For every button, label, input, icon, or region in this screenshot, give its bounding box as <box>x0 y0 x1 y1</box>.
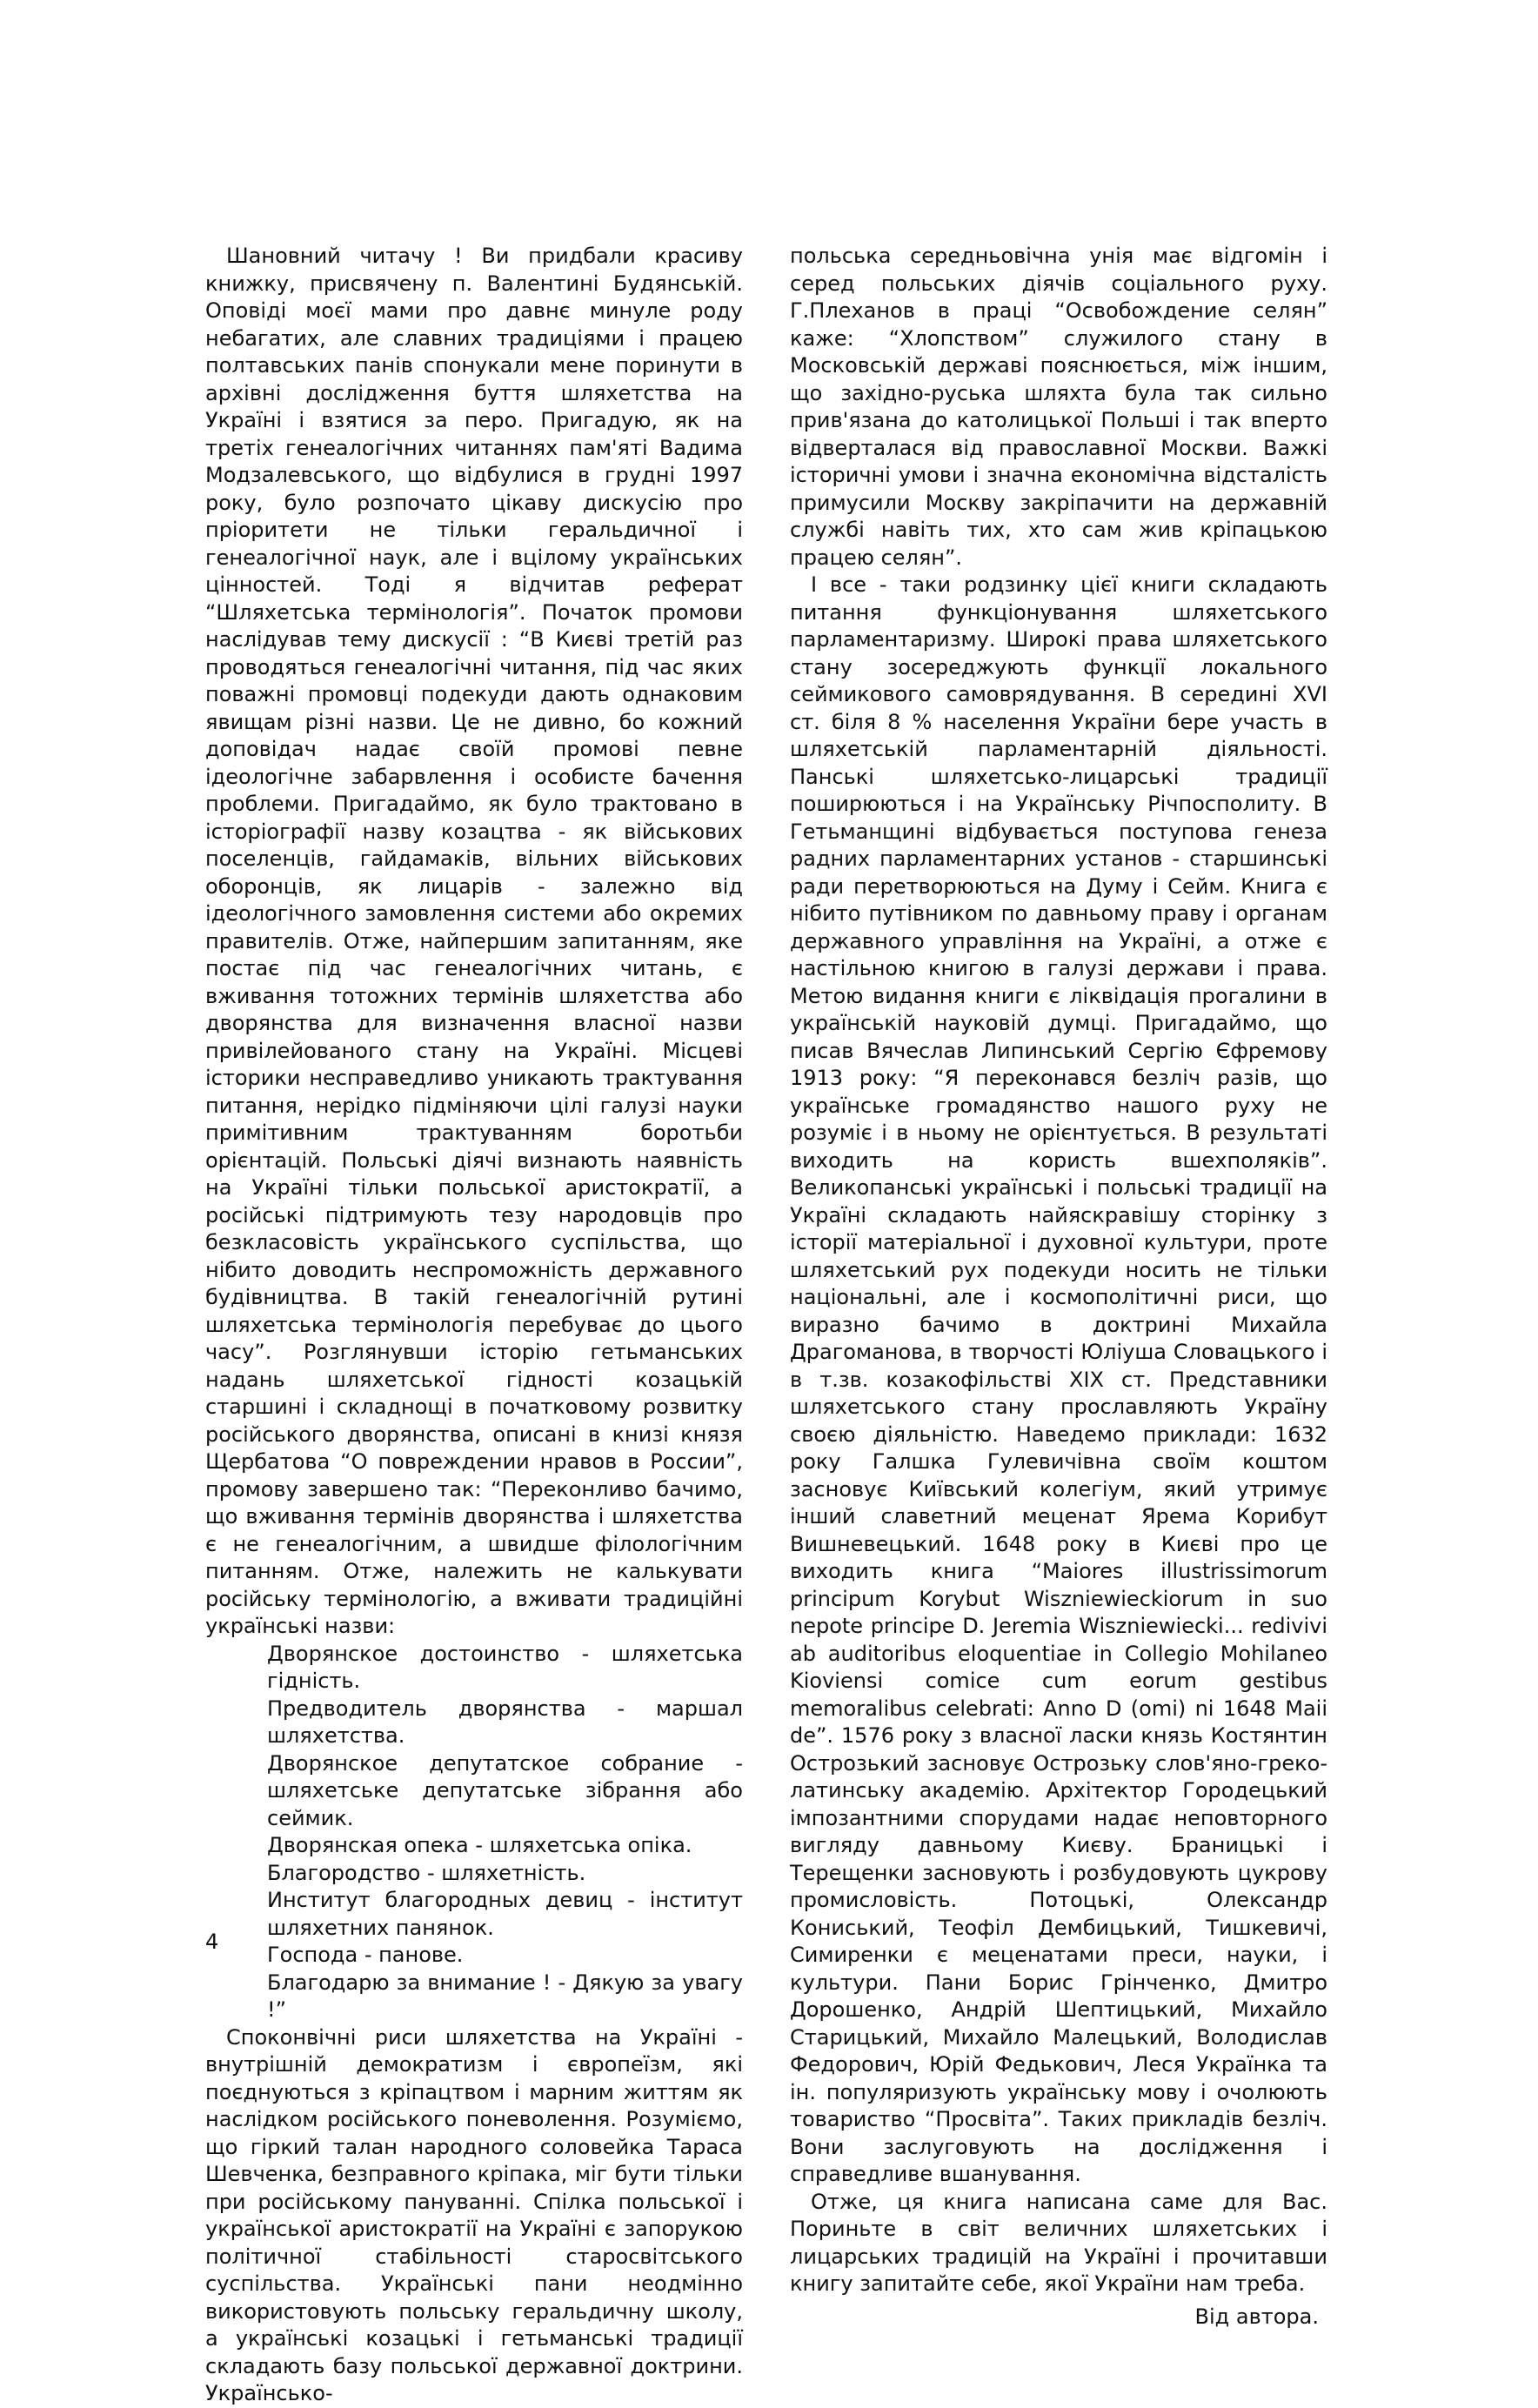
intro-paragraph: Шановний читачу ! Ви придбали красиву книжку, присвячену п. Валентині Будянській. Оповіді моєї мами про давнє минуле роду небагатих, але славних традиціями і працею полтавських панів спонукали мене поринути в архівні дослідження буття шляхетства на Україні і взятися за перо. Пригадую, як на третіх генеалогічних читаннях пам'яті Вадима Модзалевського, що відбулися в грудні 1997 року, було розпочато цікаву дискусію про пріоритети не тільки геральдичної і генеалогічної наук, але і вцілому українських цінностей. Тоді я відчитав реферат “Шляхетська термінологія”. Початок промови наслідував тему дискусії : “В Києві третій раз проводяться генеалогічні читання, під час яких поважні промовці подекуди дають однаковим явищам різні назви. Це не дивно, бо кожний доповідач надає своїй промові певне ідеологічне забарвлення і особисте бачення проблеми. Пригадаймо, як було трактовано в історіографії назву козацтва - як військових поселенців, гайдамаків, вільних військових оборонців, як лицарів - залежно від ідеологічного замовлення системи або окремих правителів. Отже, найпершим запитанням, яке постає під час генеалогічних читань, є вживання тотожних термінів шляхетства або дворянства для визначення власної назви привілейованого стану на Україні. Місцеві історики несправедливо уникають трактування питання, нерідко підміняючи цілі галузі науки примітивним трактуванням боротьби орієнтацій. Польські діячі визнають наявність на Україні тільки польської аристократії, а російські підтримують тезу народовців про безкласовість українського суспільства, що нібито доводить неспроможність державного будівництва. В такій генеалогічній рутині шляхетська термінологія перебуває до цього часу”. Розглянувши історію гетьманських надань шляхетської гідності козацькій старшині і складнощі в початковому розвитку російського дворянства, описані в книзі князя Щербатова “О повреждении нравов в России”, промову завершено так: “Переконливо бачимо, що вживання термінів дворянства і шляхетства є не генеалогічним, а швидше філологічним питанням. Отже, належить не калькувати російську термінологію, а вживати традиційні українські назви: <box>205 244 743 1638</box>
closing-paragraph: Отже, ця книга написана саме для Вас. Пориньте в світ величних шляхетських і лицарських традицій на Україні і прочитавши книгу запитайте себе, якої України нам треба. <box>790 2189 1327 2296</box>
terminology-list <box>205 1641 743 2024</box>
term-item: Дворянское достоинство - шляхетська гідність. <box>267 1641 743 1693</box>
term-item: Господа - панове. <box>267 1943 464 1967</box>
left-column <box>205 243 743 2408</box>
term-item: Дворянская опека - шляхетська опіка. <box>267 1833 692 1857</box>
page-number: 4 <box>205 1930 219 1954</box>
term-item: Дворянское депутатское собрание - шляхетське депутатське зібрання або сеймик. <box>267 1750 743 1830</box>
term-item: Благородство - шляхетність. <box>267 1860 586 1885</box>
union-paragraph: польська середньовічна унія має відгомін і серед польських діячів соціального руху. Г.Плеханов в праці “Освобождение селян” каже: “Хлопством” служилого стану в Московській державі пояснюється, між іншим, що західно-руська шляхта була так сильно прив'язана до католицької Польші і так вперто відверталася від православної Москви. Важкі історичні умови і значна економічна відсталість примусили Москву закріпачити на державній службі навіть тих, хто сам жив кріпацькою працею селян”. <box>790 244 1327 570</box>
right-column <box>790 243 1327 2331</box>
parliamentarism-paragraph: І все - таки родзинку цієї книги складають питання функціонування шляхетського парламентаризму. Широкі права шляхетського стану зосереджують функції локального сеймикового самоврядування. В середині XVI ст. біля 8 % населення України бере участь в шляхетській парламентарній діяльності. Панські шляхетсько-лицарські традиції поширюються і на Українську Річпосполиту. В Гетьманщині відбувається поступова генеза радних парламентарних установ - старшинські ради перетворюються на Думу і Сейм. Книга є нібито путівником по давньому праву і органам державного управління на Україні, а отже є настільною книгою в галузі держави і права. Метою видання книги є ліквідація прогалини в українській науковій думці. Пригадаймо, що писав Вячеслав Липинський Сергію Єфремову 1913 року: “Я переконався безліч разів, що українське громадянство нашого руху не розуміє і в ньому не орієнтується. В результаті виходить на користь вшехполяків”. Великопанські українські і польські традиції на Україні складають найяскравішу сторінку з історії матеріальної і духовної культури, проте шляхетський рух подекуди носить не тільки національні, але і космополітичні риси, що виразно бачимо в доктрині Михайла Драгоманова, в творчості Юліуша Словацького і в т.зв. козакофільстві XIX ст. Представники шляхетського стану прославляють Україну своєю діяльністю. Наведемо приклади: 1632 року Галшка Гулевичівна своїм коштом засновує Київський колегіум, який утримує інший славетний меценат Ярема Корибут Вишневецький. 1648 року в Києві про це виходить книга “Maiores illustrissimorum principum Korybut Wiszniewieckiorum in suo nepote principe D. Jeremia Wiszniewiecki... redivivi ab auditoribus eloquentiae in Collegio Mohilaneo Kioviensi comice cum eorum gestibus memoralibus celebrati: Anno D (omi) ni 1648 Maii de”. 1576 року з власної ласки князь Костянтин Острозький засновує Острозьку слов'яно-греко-латинську академію. Архітектор Городецький імпозантними спорудами надає неповторного вигляду давньому Києву. Браницькі і Терещенки засновують і розбудовують цукрову промисловість. Потоцькі, Олександр Кониський, Теофіл Дембицький, Тишкевичі, Симиренки є меценатами преси, науки, і культури. Пани Борис Грінченко, Дмитро Дорошенко, Андрій Шептицький, Михайло Старицький, Михайло Малецький, Володислав Федорович, Юрій Федькович, Леся Українка та ін. популяризують українську мову і очолюють товариство “Просвіта”. Таких прикладів безліч. Вони заслуговують на дослідження і справедливе вшанування. <box>790 572 1327 2186</box>
term-item: Благодарю за внимание ! - Дякую за увагу !” <box>267 1970 743 2022</box>
term-item: Институт благородных девиц - інститут шляхетних панянок. <box>267 1888 743 1940</box>
traits-paragraph: Споконвічні риси шляхетства на Україні - внутрішній демократизм і європеїзм, які поєднуються з кріпацтвом і марним життям як наслідком російського поневолення. Розуміємо, що гіркий талан народного соловейка Тараса Шевченка, безправного кріпака, міг бути тільки при російському пануванні. Спілка польської і української аристократії на Україні є запорукою політичної стабільності старосвітського суспільства. Українські пани неодмінно використовують польську геральдичну школу, а українські козацькі і гетьманські традиції складають базу польської державної доктрини. Українсько- <box>205 2024 743 2405</box>
author-signature: Від автора. <box>1194 2304 1319 2329</box>
term-item: Предводитель дворянства - маршал шляхетства. <box>267 1696 743 1748</box>
